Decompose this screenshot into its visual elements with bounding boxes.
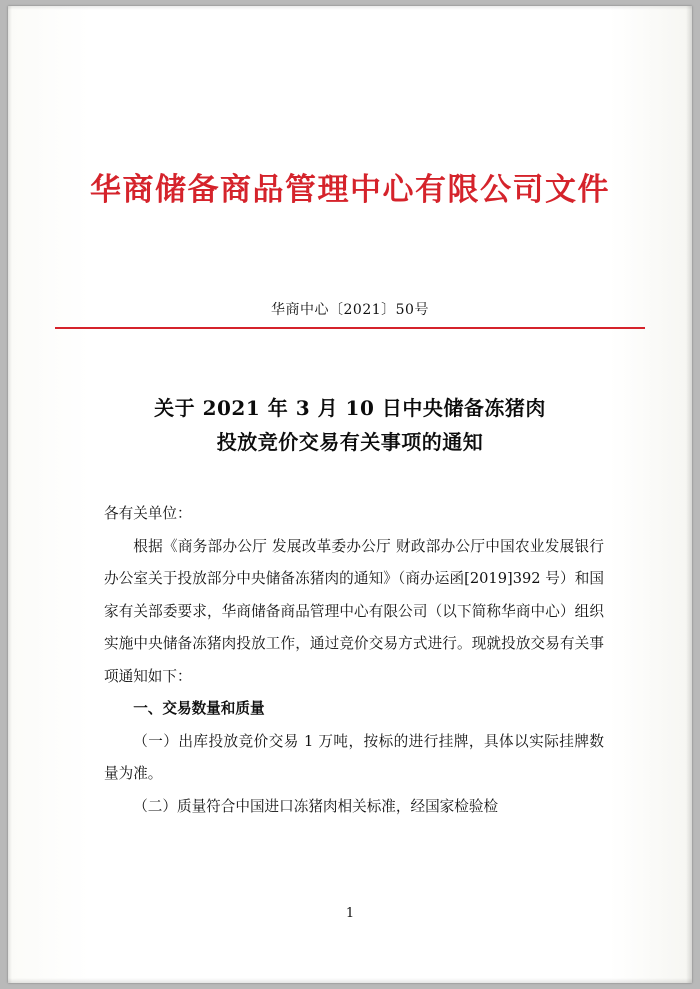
page-title-line-2: 投放竞价交易有关事项的通知	[216, 430, 484, 454]
page-edge-shadow-left	[8, 6, 12, 983]
body-item-1: （一）出库投放竞价交易 1 万吨，按标的进行挂牌，具体以实际挂牌数量为准。	[104, 732, 604, 782]
document-page	[8, 6, 692, 983]
document-body	[104, 498, 604, 823]
page-edge-shadow-bottom	[8, 978, 692, 983]
red-divider-rule	[55, 327, 645, 329]
salutation: 各有关单位：	[104, 505, 192, 522]
organization-title: 华商储备商品管理中心有限公司文件	[90, 172, 610, 208]
page-edge-shadow-top	[8, 6, 692, 10]
section-heading-1: 一、交易数量和质量	[133, 700, 265, 717]
document-letterhead	[8, 164, 692, 209]
page-title-line-1: 关于 2021 年 3 月 10 日中央储备冻猪肉	[154, 396, 546, 420]
body-item-2: （二）质量符合中国进口冻猪肉相关标准，经国家检验检	[133, 797, 499, 815]
document-number: 华商中心〔2021〕50号	[271, 302, 429, 318]
page-number: 1	[345, 906, 355, 921]
body-paragraph-1: 根据《商务部办公厅 发展改革委办公厅 财政部办公厅中国农业发展银行办公室关于投放部分中央储备冻猪肉的通知》（商办运函[2019]392 号）和国家有关部委要求，华商储备商品管理中心有限公司（以下简称华商中心）组织实施中央储备冻猪肉投放工作，通过竞价交易方式进行。现就投放交易有关事项通知如下：	[104, 537, 604, 685]
page-title	[8, 391, 692, 459]
page-edge-shadow-right	[686, 6, 692, 983]
paper-surface	[8, 6, 692, 983]
